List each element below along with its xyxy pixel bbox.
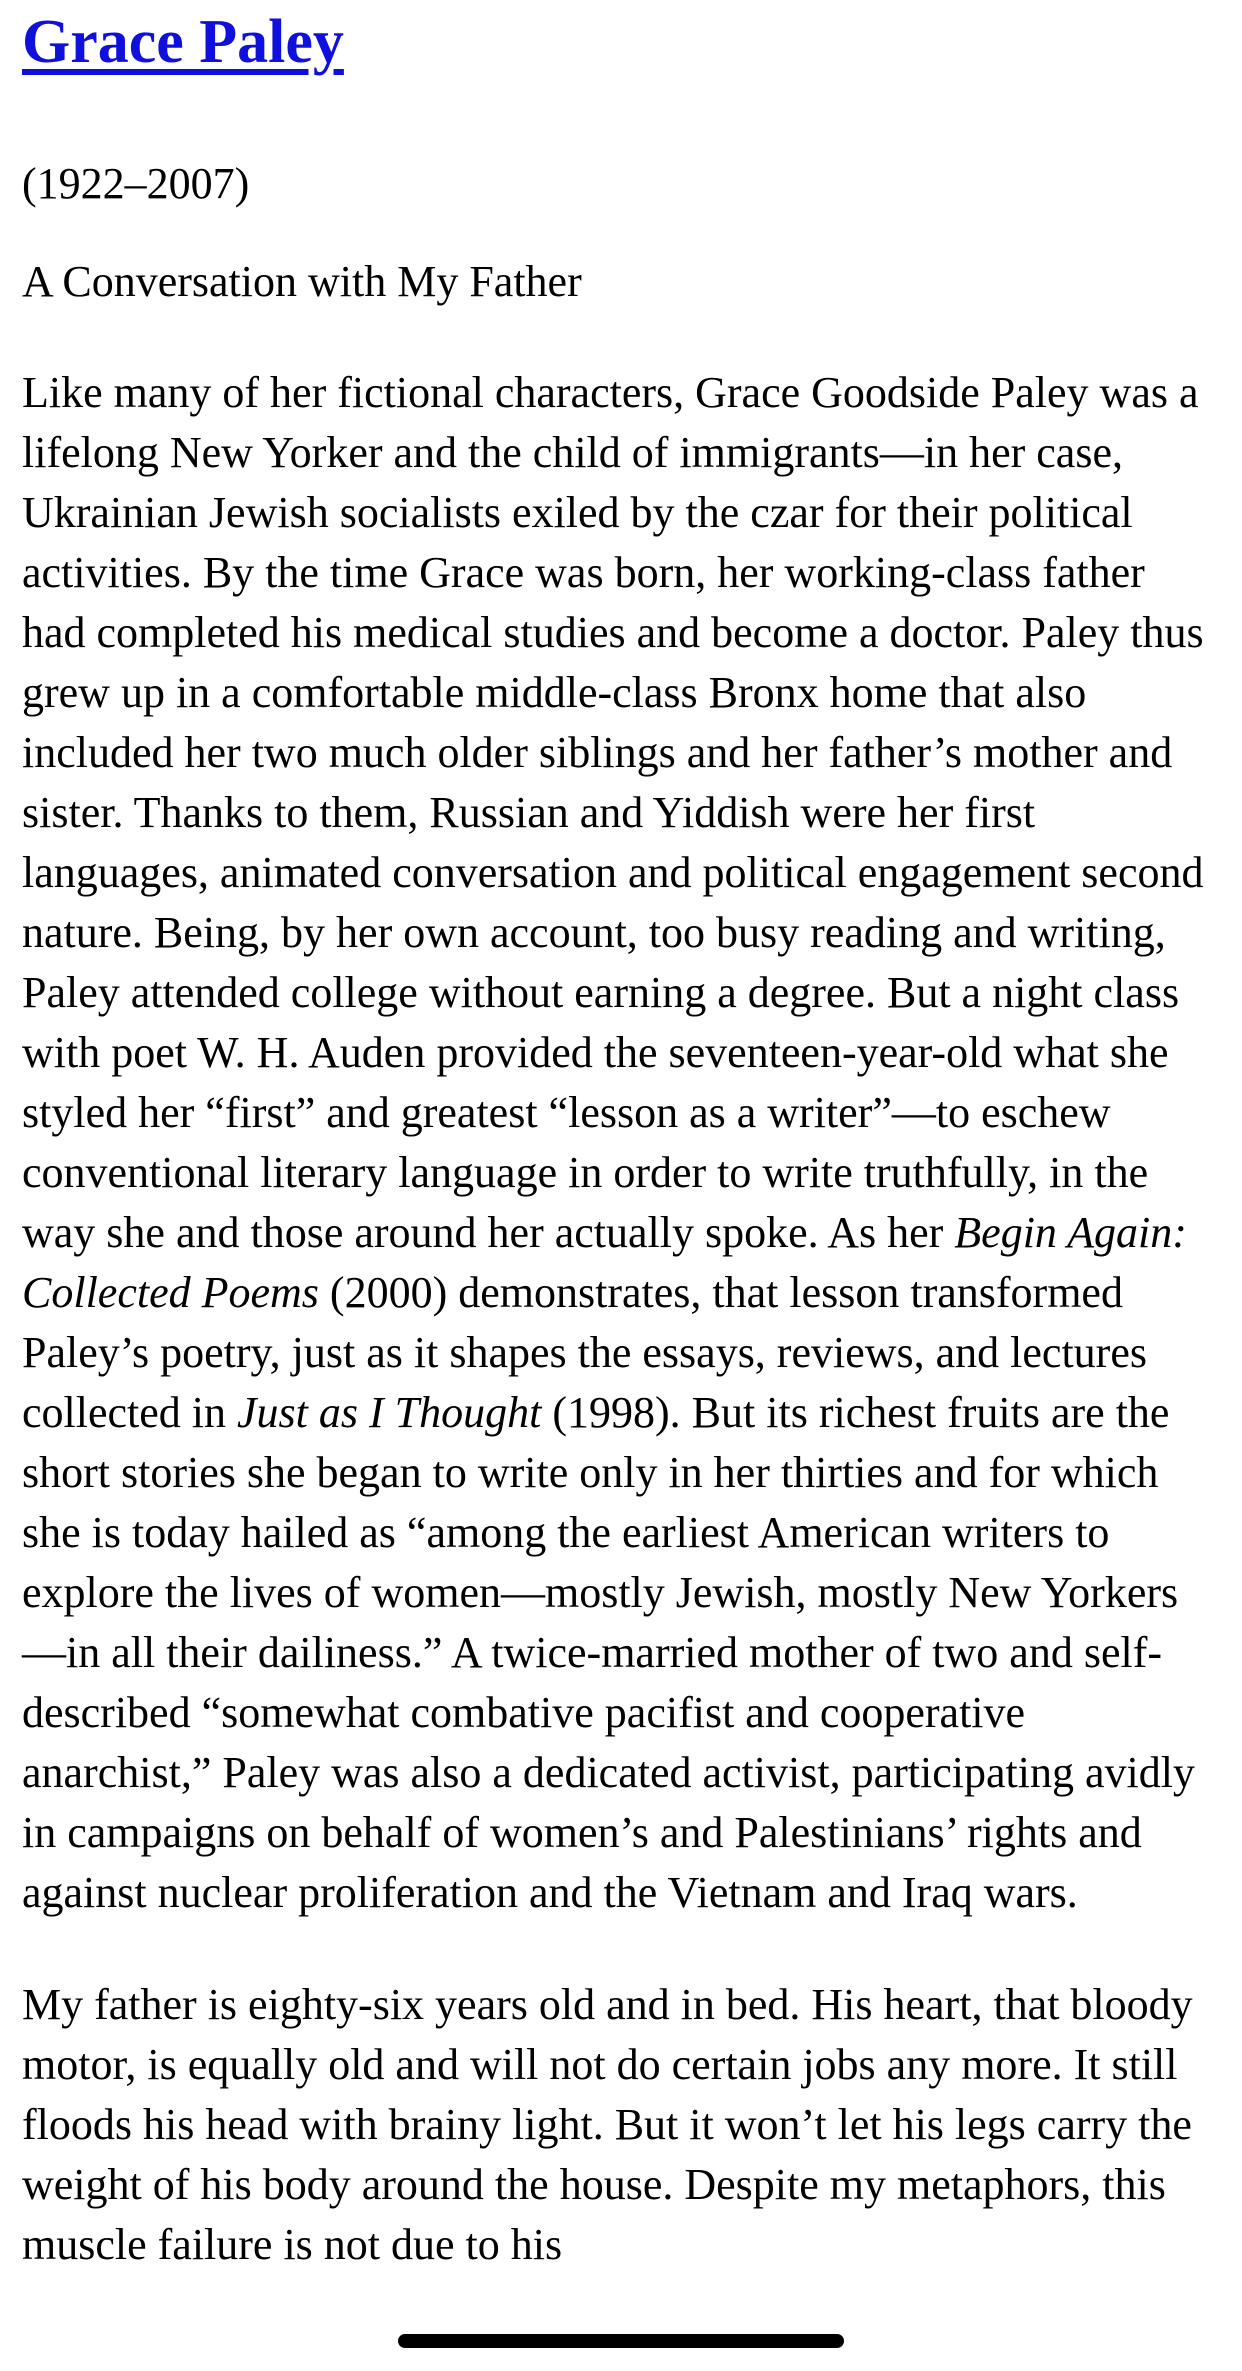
author-lifespan: (1922–2007) xyxy=(22,159,250,208)
text-run: (1998). But its richest fruits are the short stories she began to write only in her thirties and for which she is today hailed as “among the earliest American writers to explore the lives of women—mostly Jewish, mostly New Yorkers—in all their dailiness.” A twice-married mother of two and self-described “somewhat combative pacifist and cooperative anarchist,” Paley was also a dedicated activist, participating avidly in campaigns on behalf of women’s and Palestinians’ rights and against nuclear proliferation and the Vietnam and Iraq wars. xyxy=(22,1388,1195,1917)
text-run: My father is eighty-six years old and in bed. His heart, that bloody motor, is equally old and will not do certain jobs any more. It still floods his head with brainy light. But it won’t let his legs carry the weight of his body around the house. Despite my metaphors, this muscle failure is not due to his xyxy=(22,1980,1193,2269)
biography-paragraph xyxy=(22,363,1214,1923)
page-title xyxy=(22,6,1214,78)
ebook-page xyxy=(0,6,1242,2371)
author-title-link[interactable]: Grace Paley xyxy=(22,8,344,76)
italic-text-run: Begin Again: Collected Poems xyxy=(22,1208,1187,1317)
story-title: A Conversation with My Father xyxy=(22,257,582,306)
document-content xyxy=(0,6,1242,2275)
italic-text-run: Just as I Thought xyxy=(237,1388,542,1437)
text-run: Like many of her fictional characters, Grace Goodside Paley was a lifelong New Yorker and the child of immigrants—in her case, Ukrainian Jewish socialists exiled by the czar for their political activities. By the time Grace was born, her working-class father had completed his medical studies and become a doctor. Paley thus grew up in a comfortable middle-class Bronx home that also included her two much older siblings and her father’s mother and sister. Thanks to them, Russian and Yiddish were her first languages, animated conversation and political engagement second nature. Being, by her own account, too busy reading and writing, Paley attended college without earning a degree. But a night class with poet W. H. Auden provided the seventeen-year-old what she styled her “first” and greatest “lesson as a writer”—to eschew conventional literary language in order to write truthfully, in the way she and those around her actually spoke. As her xyxy=(22,368,1204,1257)
story-opening-paragraph xyxy=(22,1975,1214,2275)
text-run: (2000) demonstrates, that lesson transformed Paley’s poetry, just as it shapes the essays, reviews, and lectures collected in xyxy=(22,1268,1147,1437)
home-indicator-bar[interactable] xyxy=(398,2334,844,2348)
